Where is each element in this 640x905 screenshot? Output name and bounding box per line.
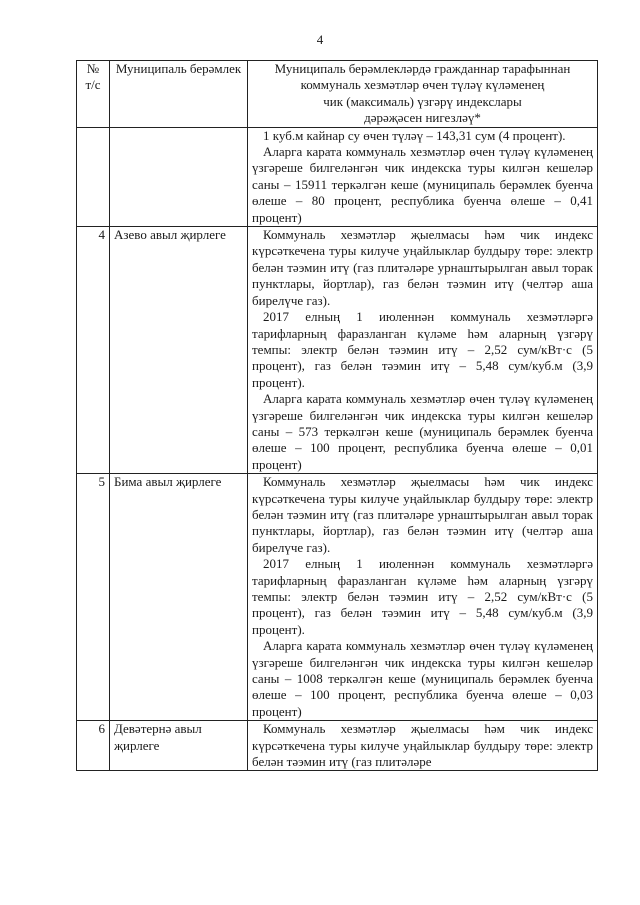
row-content	[248, 127, 598, 226]
table-row	[77, 127, 598, 226]
header-indices-line: чик (максималь) үзгәрү индекслары	[323, 93, 522, 109]
table-row	[77, 227, 598, 474]
table-row	[77, 474, 598, 721]
row-num: 5	[77, 474, 110, 721]
row-municipality: Бима авыл җирлеге	[110, 474, 248, 721]
row-paragraph: Коммуналь хезмәтләр җыелмасы һәм чик индекс күрсәткечена туры килучe уңайлыклар булдыру төре: электр белән тәэмин итү (газ плитәләре урнаштырылган авыл торак пунктлары, йортлар), газ белән тәэмин итү (челтәр аша бирелүче газ).	[252, 474, 593, 555]
table-row	[77, 721, 598, 771]
header-indices-line: дәрәҗәсен нигезләү*	[364, 110, 481, 126]
header-indices	[248, 61, 598, 128]
header-indices-line: Муниципаль берәмлекләрдә гражданнар тарафыннан	[274, 61, 571, 76]
indices-table	[76, 60, 598, 771]
row-paragraph: 2017 елның 1 июленнән коммуналь хезмәтләргә тарифларның фаразланган күләме һәм аларның үзгәрү темпы: электр белән тәэмин итү – 2,52 сум/кВт·с (5 процент), газ белән тәэмин итү – 5,48 сум/куб.м (3,9 процент).	[252, 309, 593, 390]
row-municipality: Азево авыл җирлеге	[110, 227, 248, 474]
row-municipality: Девәтернә авыл җирлеге	[110, 721, 248, 771]
header-indices-line: коммуналь хезмәтләр өчен түләү күләменең	[300, 77, 545, 93]
row-content	[248, 721, 598, 771]
row-paragraph: Аларга карата коммуналь хезмәтләр өчен түләү күләменең үзгәреше билгеләнгән чик индекска туры килгән кешеләр саны – 1008 теркәлгән кеше (муниципаль берәмлек буенча өлеше – 100 процент, республика буенча өлеше – 0,03 процент)	[252, 638, 593, 719]
header-municipality: Муниципаль берәмлек	[110, 61, 248, 128]
row-num	[77, 127, 110, 226]
row-num: 6	[77, 721, 110, 771]
header-num: № т/с	[77, 61, 110, 128]
table-header-row	[77, 61, 598, 128]
row-content	[248, 474, 598, 721]
row-num: 4	[77, 227, 110, 474]
page-number: 4	[316, 32, 324, 47]
row-paragraph: Коммуналь хезмәтләр җыелмасы һәм чик индекс күрсәткечена туры килучe уңайлыклар булдыру төре: электр белән тәэмин итү (газ плитәләре	[252, 721, 593, 770]
row-paragraph: Аларга карата коммуналь хезмәтләр өчен түләү күләменең үзгәреше билгеләнгән чик индекска туры килгән кешеләр саны – 573 теркәлгән кеше (муниципаль берәмлек буенча өлеше – 100 процент, республика буенча өлеше – 0,01 процент)	[252, 391, 593, 472]
row-content	[248, 227, 598, 474]
row-paragraph: Аларга карата коммуналь хезмәтләр өчен түләү күләменең үзгәреше билгеләнгән чик индекска туры килгән кешеләр саны – 15911 теркәлгән кеше (муниципаль берәмлек буенча өлеше – 80 процент, республика буенча өлеше – 0,41 процент)	[252, 144, 593, 225]
row-paragraph: Коммуналь хезмәтләр җыелмасы һәм чик индекс күрсәткечена туры килучe уңайлыклар булдыру төре: электр белән тәэмин итү (газ плитәләре урнаштырылган авыл торак пунктлары, йортлар), газ белән тәэмин итү (челтәр аша бирелүче газ).	[252, 227, 593, 308]
row-paragraph: 1 куб.м кайнар су өчен түләү – 143,31 сум (4 процент).	[263, 127, 566, 143]
row-municipality	[110, 127, 248, 226]
row-paragraph: 2017 елның 1 июленнән коммуналь хезмәтләргә тарифларның фаразланган күләме һәм аларның үзгәрү темпы: электр белән тәэмин итү – 2,52 сум/кВт·с (5 процент), газ белән тәэмин итү – 5,48 сум/куб.м (3,9 процент).	[252, 556, 593, 637]
